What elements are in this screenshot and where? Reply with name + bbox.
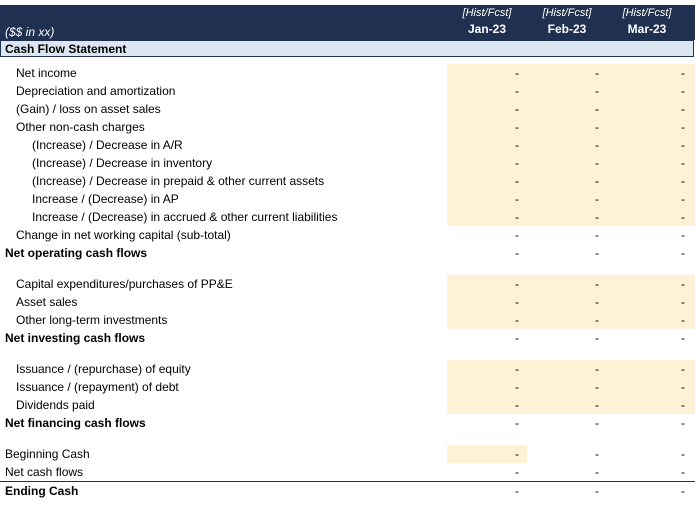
input-cell[interactable]: -: [527, 208, 607, 226]
row-label: Other long-term investments: [16, 313, 168, 327]
calc-cell[interactable]: -: [681, 416, 685, 430]
calc-cell[interactable]: -: [681, 246, 685, 260]
row-label: Increase / (Decrease) in accrued & other current liabilities: [32, 210, 338, 224]
input-cell[interactable]: -: [607, 100, 695, 118]
row-other-noncash: [0, 118, 695, 136]
column-header-feb: [527, 5, 607, 36]
row-label: (Increase) / Decrease in inventory: [32, 156, 213, 170]
row-label: Increase / (Decrease) in AP: [32, 192, 179, 206]
row-net-income: [0, 64, 695, 82]
input-cell[interactable]: -: [607, 82, 695, 100]
input-cell[interactable]: -: [607, 154, 695, 172]
input-cell[interactable]: -: [607, 378, 695, 396]
input-cell[interactable]: -: [447, 275, 527, 293]
row-label: (Gain) / loss on asset sales: [16, 102, 161, 116]
input-cell[interactable]: -: [607, 293, 695, 311]
input-cell[interactable]: -: [447, 396, 527, 414]
input-cell[interactable]: -: [527, 100, 607, 118]
input-cell[interactable]: -: [447, 136, 527, 154]
calc-cell[interactable]: -: [595, 416, 599, 430]
row-label: Dividends paid: [16, 398, 95, 412]
calc-cell[interactable]: -: [515, 228, 519, 242]
row-debt: [0, 378, 695, 396]
calc-cell[interactable]: -: [595, 465, 599, 479]
input-cell[interactable]: -: [607, 396, 695, 414]
input-cell[interactable]: -: [607, 311, 695, 329]
calc-cell[interactable]: -: [595, 331, 599, 345]
row-gain-loss: [0, 100, 695, 118]
row-label: Issuance / (repurchase) of equity: [16, 362, 191, 376]
input-cell[interactable]: -: [447, 118, 527, 136]
input-cell[interactable]: -: [527, 360, 607, 378]
input-cell[interactable]: -: [607, 275, 695, 293]
input-cell[interactable]: -: [447, 154, 527, 172]
calc-cell[interactable]: -: [595, 484, 599, 498]
calc-cell[interactable]: -: [681, 484, 685, 498]
calc-cell[interactable]: -: [515, 246, 519, 260]
calc-cell[interactable]: -: [515, 484, 519, 498]
row-ap: [0, 190, 695, 208]
calc-cell[interactable]: -: [681, 447, 685, 461]
row-net-investing: [0, 329, 695, 347]
calc-cell[interactable]: -: [595, 447, 599, 461]
input-cell[interactable]: -: [607, 360, 695, 378]
column-header-band: [0, 5, 695, 40]
row-label: Net operating cash flows: [5, 246, 148, 260]
input-cell[interactable]: -: [607, 136, 695, 154]
input-cell[interactable]: -: [527, 275, 607, 293]
row-label: Capital expenditures/purchases of PP&E: [16, 277, 233, 291]
column-header-jan: [447, 5, 527, 36]
input-cell[interactable]: -: [527, 190, 607, 208]
column-date-label: Jan-23: [467, 22, 507, 36]
row-ending-cash: [0, 481, 695, 500]
row-dividends: [0, 396, 695, 414]
row-accrued: [0, 208, 695, 226]
input-cell[interactable]: -: [447, 82, 527, 100]
calc-cell[interactable]: -: [595, 228, 599, 242]
calc-cell[interactable]: -: [515, 416, 519, 430]
row-net-cash: [0, 463, 695, 481]
row-net-financing: [0, 414, 695, 432]
row-label: Depreciation and amortization: [16, 84, 176, 98]
section-title: Cash Flow Statement: [0, 40, 694, 57]
column-date-label: Feb-23: [547, 22, 587, 36]
input-cell[interactable]: -: [527, 172, 607, 190]
input-cell[interactable]: -: [447, 172, 527, 190]
row-beginning-cash: [0, 445, 695, 463]
input-cell[interactable]: -: [527, 64, 607, 82]
calc-cell[interactable]: -: [595, 246, 599, 260]
input-cell[interactable]: -: [447, 360, 527, 378]
calc-cell[interactable]: -: [515, 465, 519, 479]
input-cell[interactable]: -: [447, 208, 527, 226]
row-label: (Increase) / Decrease in A/R: [32, 138, 183, 152]
input-cell[interactable]: -: [607, 118, 695, 136]
row-label: Net financing cash flows: [5, 416, 146, 430]
row-asset-sales: [0, 293, 695, 311]
row-other-lt: [0, 311, 695, 329]
row-label: Change in net working capital (sub-total): [16, 228, 231, 242]
input-cell[interactable]: -: [447, 100, 527, 118]
row-prepaid: [0, 172, 695, 190]
calc-cell[interactable]: -: [681, 331, 685, 345]
row-inventory: [0, 154, 695, 172]
row-ar: [0, 136, 695, 154]
row-label: Beginning Cash: [5, 447, 90, 461]
input-cell[interactable]: -: [527, 154, 607, 172]
input-cell[interactable]: -: [527, 378, 607, 396]
row-dep-amort: [0, 82, 695, 100]
column-header-mar: [607, 5, 687, 36]
row-label: Net investing cash flows: [5, 331, 146, 345]
input-cell[interactable]: -: [527, 82, 607, 100]
row-equity: [0, 360, 695, 378]
row-label: Issuance / (repayment) of debt: [16, 380, 179, 394]
row-label: Net cash flows: [5, 465, 84, 479]
input-cell[interactable]: -: [527, 293, 607, 311]
row-label: Net income: [16, 66, 77, 80]
column-type-label: [Hist/Fcst]: [622, 7, 672, 19]
calc-cell[interactable]: -: [515, 331, 519, 345]
input-cell[interactable]: -: [447, 378, 527, 396]
row-label: Ending Cash: [5, 484, 79, 498]
input-cell[interactable]: -: [447, 190, 527, 208]
row-label: (Increase) / Decrease in prepaid & other current assets: [32, 174, 325, 188]
row-capex: [0, 275, 695, 293]
input-cell[interactable]: -: [447, 293, 527, 311]
input-cell[interactable]: -: [527, 118, 607, 136]
calc-cell[interactable]: -: [681, 228, 685, 242]
row-label: Asset sales: [16, 295, 78, 309]
input-cell[interactable]: -: [607, 208, 695, 226]
input-cell[interactable]: -: [447, 445, 527, 463]
column-type-label: [Hist/Fcst]: [542, 7, 592, 19]
input-cell[interactable]: -: [447, 64, 527, 82]
row-nwc-subtotal: [0, 226, 695, 244]
column-date-label: Mar-23: [627, 22, 667, 36]
input-cell[interactable]: -: [447, 311, 527, 329]
calc-cell[interactable]: -: [681, 465, 685, 479]
units-label: ($$ in xx): [5, 25, 55, 39]
column-type-label: [Hist/Fcst]: [462, 7, 512, 19]
input-cell[interactable]: -: [527, 396, 607, 414]
input-cell[interactable]: -: [607, 172, 695, 190]
row-label: Other non-cash charges: [16, 120, 145, 134]
input-cell[interactable]: -: [607, 190, 695, 208]
input-cell[interactable]: -: [527, 136, 607, 154]
row-net-operating: [0, 244, 695, 262]
input-cell[interactable]: -: [607, 64, 695, 82]
input-cell[interactable]: -: [527, 311, 607, 329]
